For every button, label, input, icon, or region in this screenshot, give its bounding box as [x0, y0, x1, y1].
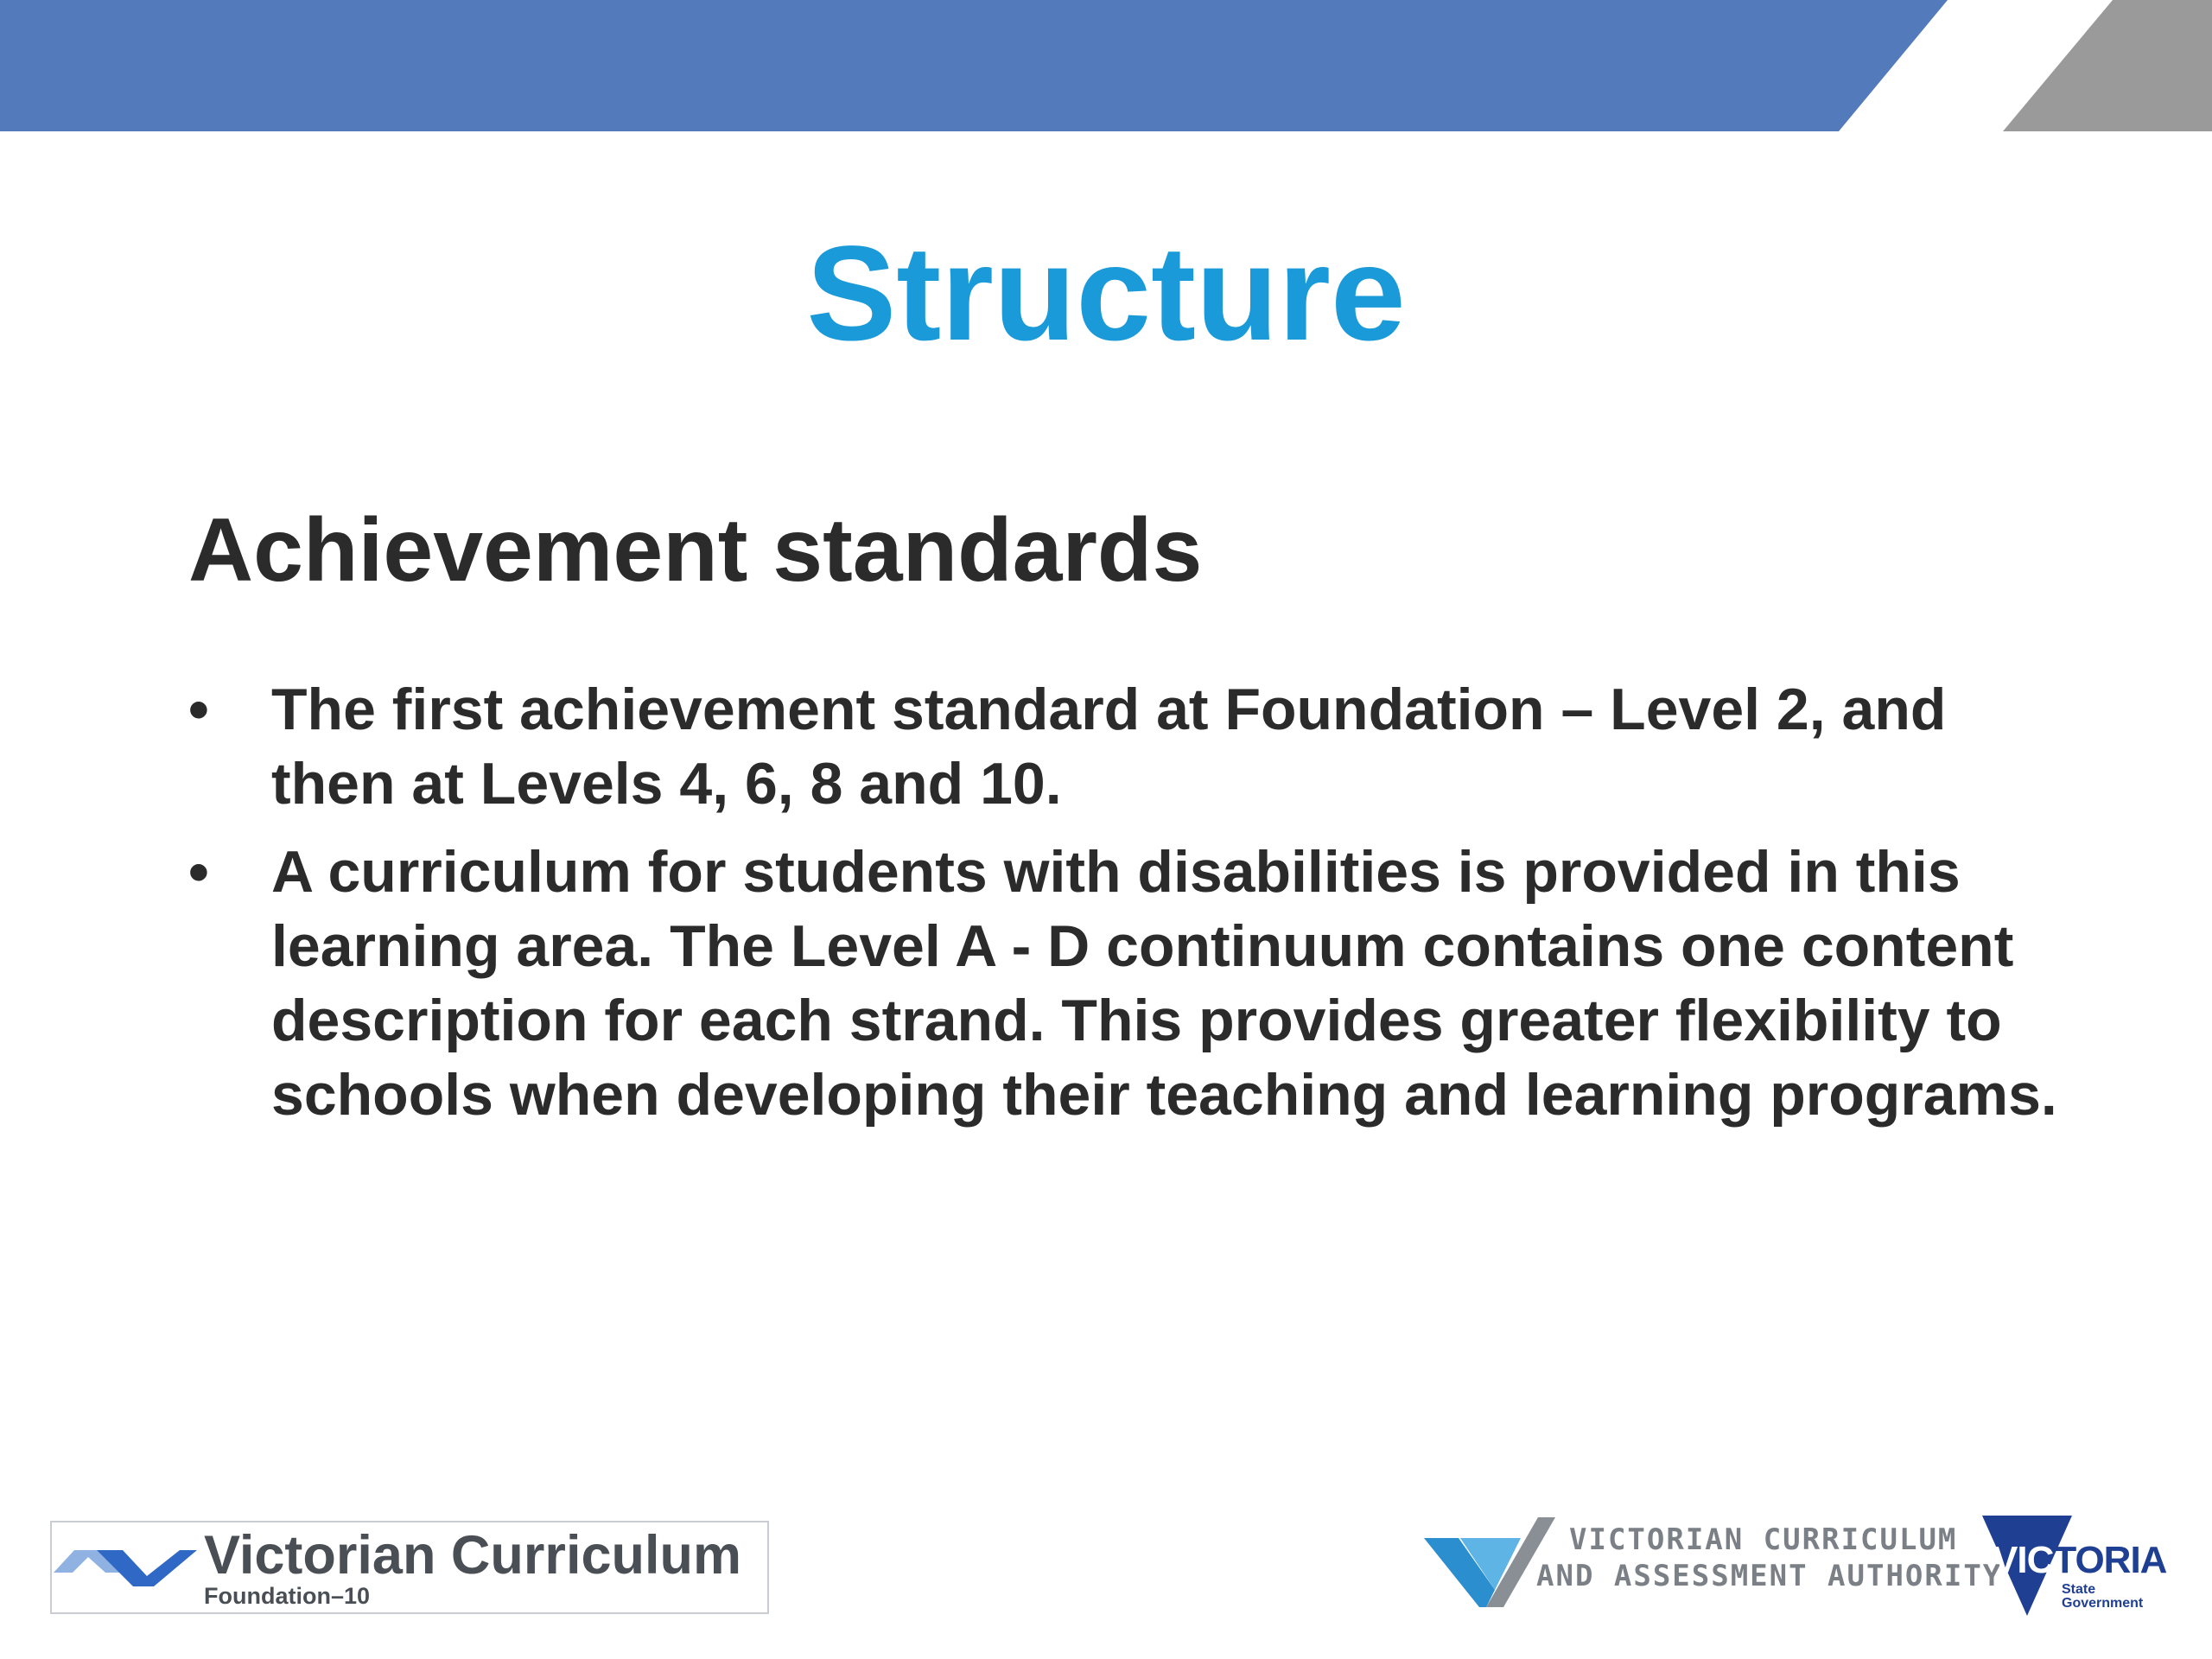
vc-logo-subtitle: Foundation–10: [204, 1583, 371, 1609]
victoria-government-label: Government: [2062, 1596, 2144, 1611]
bullet-marker: •: [188, 839, 209, 905]
bullet-text: The first achievement standard at Foundation – Level 2, and then at Levels 4, 6, 8 and 10.: [271, 677, 1947, 817]
victoria-wordmark-part-b: TORIA: [2053, 1539, 2167, 1581]
bullet-text: A curriculum for students with disabilities is provided in this learning area. The Level A - D continuum contains one content description for each strand. This provides greater flexibility to schools when developing their teaching and learning programs.: [271, 839, 2057, 1128]
victoria-state-government-logo: [1980, 1514, 2171, 1618]
vcaa-logo-line2: AND ASSESSMENT AUTHORITY: [1536, 1559, 2003, 1593]
banner-grey-band: [2003, 0, 2212, 131]
victoria-wordmark-part-a: VIC: [1993, 1539, 2054, 1581]
bullet-item: [188, 672, 2072, 821]
victorian-curriculum-logo: [50, 1521, 769, 1614]
vc-logo-name: Victorian Curriculum: [204, 1525, 741, 1586]
bullet-item: [188, 835, 2072, 1132]
vcaa-logo-line1: VICTORIAN CURRICULUM: [1569, 1522, 1958, 1557]
victoria-wordmark: [1993, 1540, 2166, 1581]
banner-blue-band: [0, 0, 1948, 131]
section-heading: Achievement standards: [188, 500, 1203, 601]
vc-chevron-icon: [54, 1538, 200, 1590]
bullet-list: [188, 672, 2072, 1146]
top-banner: [0, 0, 2212, 134]
bullet-marker: •: [188, 677, 209, 742]
victoria-state-label: State: [2062, 1582, 2096, 1597]
slide-title: Structure: [806, 219, 1406, 369]
vcaa-logo: [1424, 1517, 2003, 1612]
